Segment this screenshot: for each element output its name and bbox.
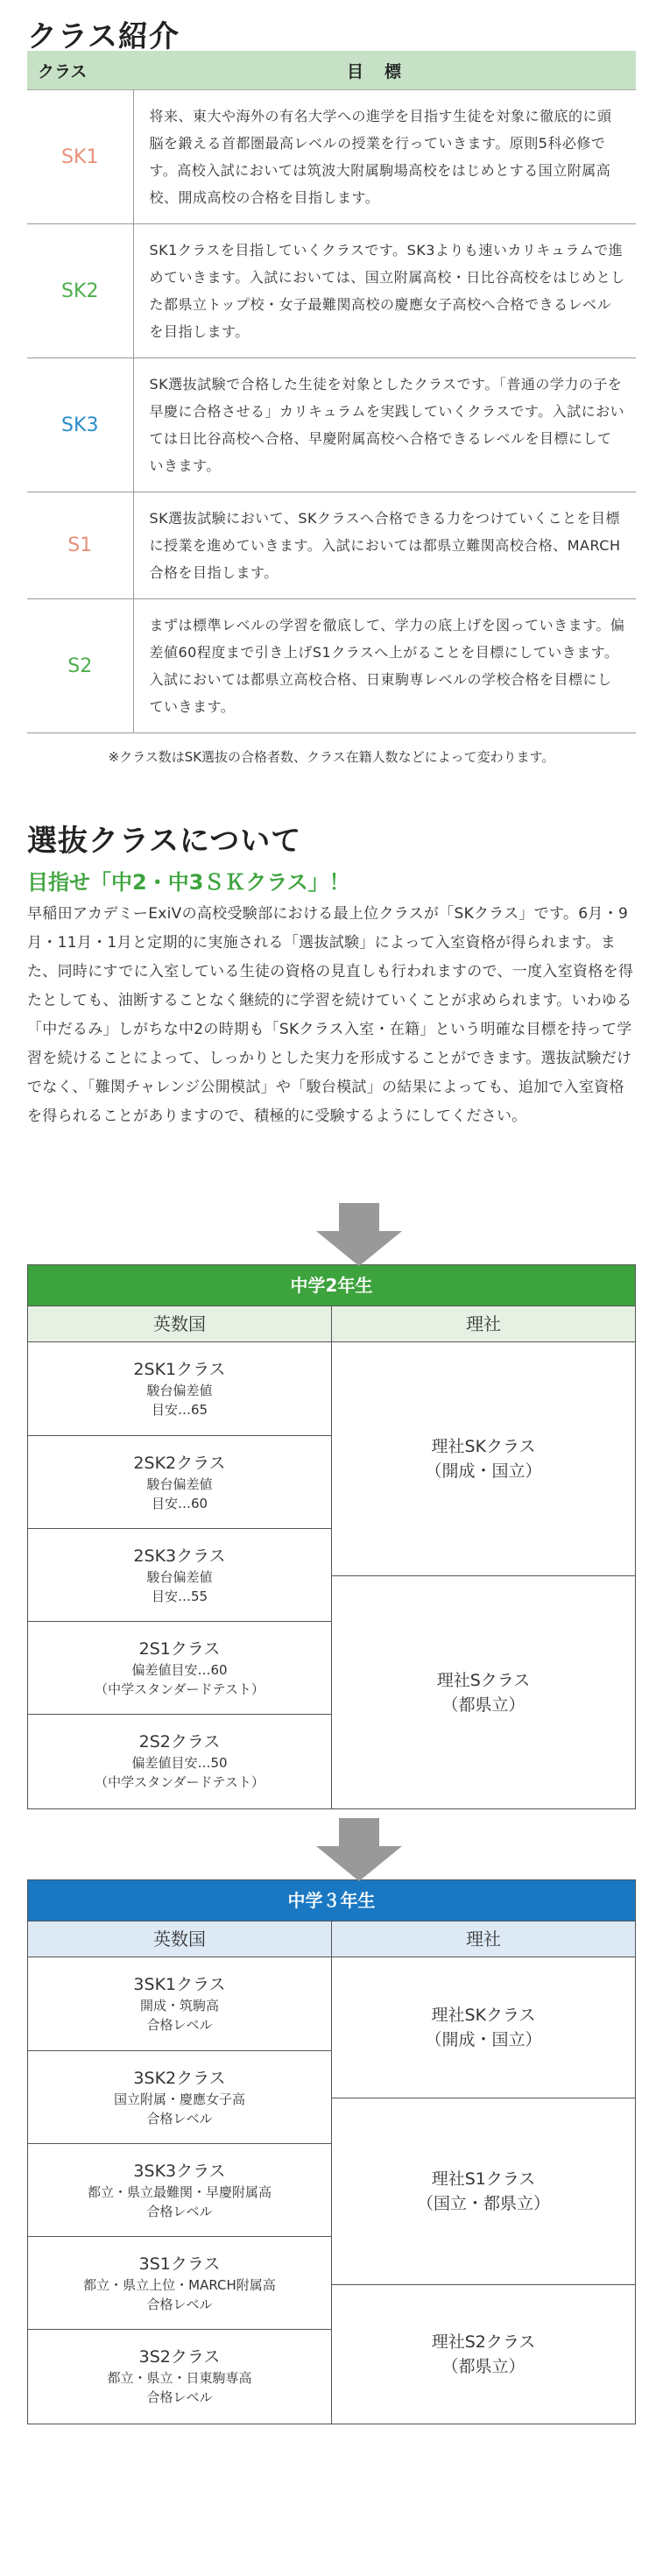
class-criteria: 駿台偏差値 bbox=[146, 1476, 213, 1492]
class-name: 理社Sクラス bbox=[436, 1670, 531, 1690]
selection-subtitle: 目指せ「中2・中3ＳＫクラス」！ bbox=[27, 870, 350, 895]
grade3-subject-row bbox=[28, 1921, 635, 1957]
table-row bbox=[27, 599, 636, 733]
grade2-class-2sk3 bbox=[28, 1528, 331, 1621]
header-goal: 目標 bbox=[133, 51, 636, 90]
class-name: 2SK3クラス bbox=[133, 1546, 226, 1566]
class-name-sk2: SK2 bbox=[27, 224, 133, 358]
class-target: （都県立） bbox=[441, 1695, 525, 1715]
class-target: （開成・国立） bbox=[425, 2030, 542, 2049]
grade2-subject-left: 英数国 bbox=[28, 1306, 332, 1341]
grade2-title: 中学2年生 bbox=[28, 1265, 635, 1306]
grade3-science-s1 bbox=[332, 2098, 635, 2284]
class-criteria: 偏差値目安…60 bbox=[131, 1661, 228, 1678]
grade2-class-2sk2 bbox=[28, 1435, 331, 1528]
class-name: 3SK3クラス bbox=[133, 2161, 226, 2181]
class-criteria: 駿台偏差値 bbox=[146, 1383, 213, 1398]
table-row bbox=[27, 224, 636, 358]
class-name: 3SK1クラス bbox=[133, 1975, 226, 1994]
grade2-right-column bbox=[332, 1342, 635, 1808]
class-name-sk1: SK1 bbox=[27, 90, 133, 224]
class-note: ※クラス数はSK選抜の合格者数、クラス在籍人数などによって変わります。 bbox=[108, 749, 555, 765]
grade3-left-column bbox=[28, 1957, 332, 2424]
class-criteria: 駿台偏差値 bbox=[146, 1568, 213, 1585]
table-row bbox=[27, 492, 636, 599]
grade3-chart bbox=[27, 1879, 636, 2424]
class-name: 理社SKクラス bbox=[431, 2006, 536, 2025]
class-criteria: 目安…65 bbox=[151, 1402, 208, 1418]
class-name: 理社S1クラス bbox=[431, 2169, 536, 2189]
class-criteria: 合格レベル bbox=[146, 2388, 213, 2405]
grade3-subject-right: 理社 bbox=[466, 1928, 501, 1950]
class-table-header bbox=[27, 51, 636, 90]
section-title-class-intro: クラス紹介 bbox=[27, 19, 180, 54]
class-criteria: 都立・県立・日東駒専高 bbox=[107, 2369, 252, 2386]
class-criteria: 偏差値目安…50 bbox=[131, 1754, 228, 1771]
grade3-right-column bbox=[332, 1957, 635, 2424]
class-name-s1: S1 bbox=[27, 492, 133, 599]
grade3-class-3s2 bbox=[28, 2329, 331, 2422]
grade3-science-s2 bbox=[332, 2284, 635, 2424]
class-name-s2: S2 bbox=[27, 599, 133, 733]
class-desc-sk1: 将来、東大や海外の有名大学への進学を目指す生徒を対象に徹底的に頭脳を鍛える首都圏最高レベルの授業を行っていきます。原則5科必修です。高校入試においては筑波大附属駒場高校をはじめとする国立附属高校、開成高校の合格を目指します。 bbox=[133, 90, 636, 224]
grade3-columns bbox=[28, 1957, 635, 2424]
grade2-subject-row bbox=[28, 1306, 635, 1341]
class-desc-sk2: SK1クラスを目指していくクラスです。SK3よりも速いカリキュラムで進めていきます。入試においては、国立附属高校・日比谷高校をはじめとした都県立トップ校・女子最難関高校の慶應女子高校へ合格できるレベルを目指します。 bbox=[133, 224, 636, 358]
class-target: （開成・国立） bbox=[425, 1461, 542, 1481]
grade3-science-sk bbox=[332, 1957, 635, 2098]
grade3-subject-left: 英数国 bbox=[28, 1921, 332, 1957]
grade3-title: 中学３年生 bbox=[28, 1880, 635, 1921]
class-criteria: 国立附属・慶應女子高 bbox=[113, 2091, 245, 2107]
class-criteria: （中学スタンダードテスト） bbox=[95, 1773, 264, 1790]
class-criteria: 合格レベル bbox=[146, 2110, 213, 2127]
class-name: 3S1クラス bbox=[138, 2254, 221, 2274]
class-name: 2S2クラス bbox=[138, 1731, 221, 1752]
table-row bbox=[27, 90, 636, 224]
grade3-class-3s1 bbox=[28, 2236, 331, 2329]
class-name: 2SK1クラス bbox=[133, 1360, 226, 1379]
grade2-class-2s2 bbox=[28, 1714, 331, 1807]
grade2-class-2s1 bbox=[28, 1621, 331, 1714]
class-criteria: 合格レベル bbox=[146, 2203, 213, 2219]
grade2-subject-right: 理社 bbox=[466, 1313, 501, 1334]
class-desc-s2: まずは標準レベルの学習を徹底して、学力の底上げを図っていきます。偏差値60程度まで引き上げS1クラスへ上がることを目標にしていきます。入試においては都県立高校合格、日東駒専レベルの学校合格を目標にしていきます。 bbox=[133, 599, 636, 733]
class-criteria: 合格レベル bbox=[146, 2017, 213, 2033]
class-criteria: （中学スタンダードテスト） bbox=[95, 1681, 264, 1697]
class-criteria: 目安…60 bbox=[151, 1495, 208, 1511]
header-class: クラス bbox=[27, 51, 133, 90]
grade2-chart bbox=[27, 1264, 636, 1809]
class-name: 3SK2クラス bbox=[133, 2068, 226, 2088]
grade2-science-s bbox=[332, 1575, 635, 1808]
grade2-class-2sk1 bbox=[28, 1342, 331, 1435]
grade3-class-3sk2 bbox=[28, 2050, 331, 2143]
class-name-sk3: SK3 bbox=[27, 358, 133, 492]
class-table bbox=[27, 51, 636, 733]
grade2-science-sk bbox=[332, 1342, 635, 1575]
down-arrow-icon bbox=[27, 1818, 636, 1879]
class-name: 2S1クラス bbox=[138, 1638, 221, 1659]
class-target: （国立・都県立） bbox=[416, 2194, 550, 2213]
class-name: 2SK2クラス bbox=[133, 1453, 226, 1473]
grade2-columns bbox=[28, 1341, 635, 1808]
grade2-left-column bbox=[28, 1342, 332, 1808]
class-name: 理社S2クラス bbox=[431, 2332, 536, 2352]
class-criteria: 合格レベル bbox=[146, 2296, 213, 2312]
down-arrow-icon bbox=[27, 1203, 636, 1264]
class-criteria: 開成・筑駒高 bbox=[139, 1998, 219, 2013]
class-criteria: 目安…55 bbox=[151, 1588, 208, 1604]
grade3-class-3sk1 bbox=[28, 1957, 331, 2050]
class-name: 理社SKクラス bbox=[431, 1437, 536, 1456]
table-row bbox=[27, 358, 636, 492]
section-title-selection: 選抜クラスについて bbox=[27, 824, 302, 859]
class-target: （都県立） bbox=[441, 2357, 525, 2376]
class-criteria: 都立・県立最難関・早慶附属高 bbox=[87, 2183, 272, 2200]
class-desc-sk3: SK選抜試験で合格した生徒を対象としたクラスです。「普通の学力の子を早慶に合格させる」カリキュラムを実践していくクラスです。入試においては日比谷高校へ合格、早慶附属高校へ合格できるレベルを目標にしていきます。 bbox=[133, 358, 636, 492]
grade3-class-3sk3 bbox=[28, 2143, 331, 2236]
class-criteria: 都立・県立上位・MARCH附属高 bbox=[83, 2276, 276, 2293]
class-name: 3S2クラス bbox=[138, 2346, 221, 2367]
selection-paragraph: 早稲田アカデミーExiVの高校受験部における最上位クラスが「SKクラス」です。6月・9月・11月・1月と定期的に実施される「選抜試験」によって入室資格が得られます。また、同時にすでに入室している生徒の資格の見直しも行われますので、一度入室資格を得たとしても、油断することなく継続的に学習を続けていくことが求められます。いわゆる「中だるみ」しがちな中2の時期も「SKクラス入室・在籍」という明確な目標を持って学習を続けることによって、しっかりとした実力を形成することができます。選抜試験だけでなく、「難関チャレンジ公開模試」や「駿台模試」の結果によっても、追加で入室資格を得られることがありますので、積極的に受験するようにしてください。 bbox=[27, 905, 634, 1125]
class-desc-s1: SK選抜試験において、SKクラスへ合格できる力をつけていくことを目標に授業を進めていきます。入試においては都県立難関高校合格、MARCH合格を目指します。 bbox=[133, 492, 636, 599]
